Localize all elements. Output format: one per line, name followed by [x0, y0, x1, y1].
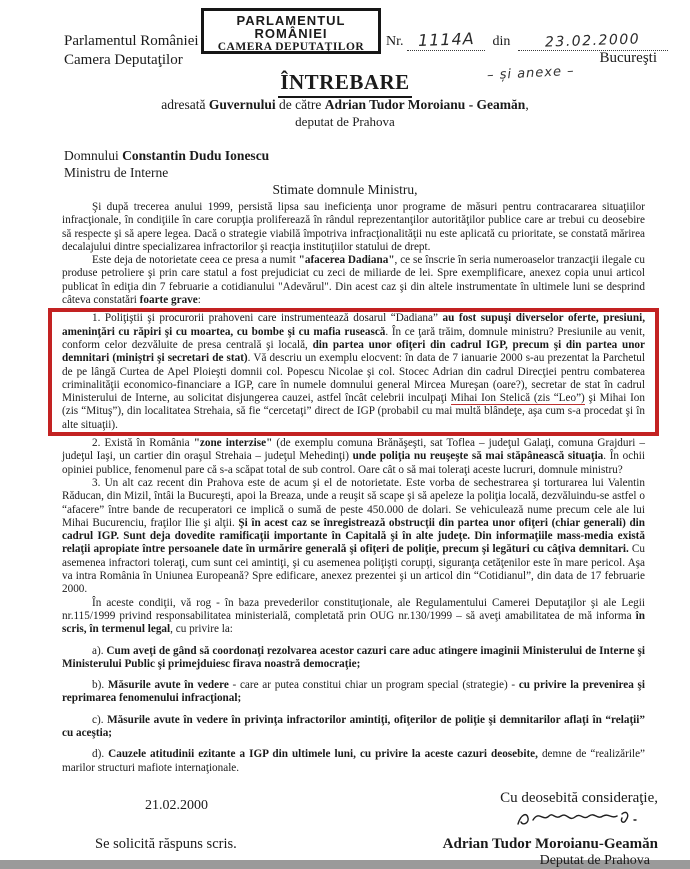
- text-run: . În ce ţară trăim, domnule ministru? Presiunile au venit, conform celor dezvăluite de presa centrală şi locală,: [62, 325, 645, 351]
- written-answer-note: Se solicită răspuns scris.: [95, 836, 237, 852]
- paragraph-point1: [62, 312, 645, 432]
- paragraph-point2: [62, 437, 645, 477]
- paragraph-legal-basis: [62, 597, 645, 637]
- issuer-block: [64, 32, 199, 70]
- addressed-line2: deputat de Prahova: [295, 114, 395, 129]
- issuer-line1: Parlamentul României: [64, 33, 199, 49]
- handwritten-annotation: – și anexe –: [486, 63, 576, 84]
- question-c: [62, 714, 645, 741]
- text-run: (de exemplu comuna Brănăşeşti, sat Toflea – judeţul Galaţi, comuna Grajduri – judeţul Iaşi, un cartier din oraşul Strehaia – judeţul Mehedinţi): [62, 437, 645, 463]
- paragraph-dadiana: [62, 254, 645, 307]
- reg-date-handwritten: 23.02.2000: [545, 31, 641, 51]
- text-run: . Vă descriu un exemplu elocvent: în data de 7 ianuarie 2000 s-au prezentat la Parchetul de pe lângă Curtea de Apel Ploieşti domnii col. Popescu Nicolae şi col. Stocec Adrian din cadrul Direcţiei pentru combaterea criminalităţii economico-financiare a IGP, care în numele domnului general Mircea Mureşan (oare?), secretar de stat în cadrul Ministerului de Interne, au solicitat disjungerea cauzei, astfel încât celebrii inculpaţi: [62, 352, 646, 405]
- text-run: Cum aveţi de gând să coordonaţi rezolvarea acestor cazuri care aduc atingere imaginii Ministerului de Interne şi Ministerului Public şi primejduiesc firava noastră democraţie;: [62, 644, 645, 670]
- paragraph-intro: [62, 201, 645, 254]
- text-run: Cu asemenea infractori toleraţi, cum sunt cei amintiţi, şi cu asemenea poliţişti corupţi, siguranţa cetăţenilor este în mare pericol. Aşa va intra România în Uniunea Europeană? Spre edificare, anexez prezentei şi un articol din “Cotidianul”, din data de 17 februarie 2000.: [62, 543, 645, 596]
- text-run: Cauzele atitudinii ezitante a IGP din ultimele luni, cu privire la aceste cazuri deosebite,: [108, 748, 538, 761]
- stamp-line1: PARLAMENTUL: [236, 13, 346, 28]
- text-run: Constantin Dudu Ionescu: [122, 148, 270, 163]
- deputy-name: Adrian Tudor Moroianu-Geamăn: [442, 836, 658, 852]
- text-run: :: [197, 294, 201, 307]
- question-b: [62, 679, 645, 706]
- text-run: 1. Poliţiştii şi procurorii prahoveni care instrumentează dosarul “Dadiana”: [92, 312, 443, 325]
- addressed-line: [0, 97, 690, 113]
- reg-din-label: din: [492, 34, 511, 49]
- text-run: a).: [92, 644, 107, 657]
- stamp-line2: ROMÂNIEI: [254, 26, 328, 41]
- signature-block: [443, 790, 658, 869]
- text-run: în scris, în termenul legal: [62, 609, 645, 636]
- text-run: În aceste condiţii, vă rog - în baza prevederilor constituţionale, ale Regulamentului Camerei Deputaţilor şi ale Legii nr.115/1999 privind responsabilitatea ministerială, completată prin OUG nr.130/1999 – să aveţi amabilitatea de mă informa: [62, 596, 645, 622]
- reg-nr-field: [407, 30, 485, 51]
- addressee-role-line: Ministru de Interne: [64, 165, 169, 180]
- text-run: Măsurile avute în vedere: [107, 679, 229, 692]
- text-run: - care ar putea constitui chiar un program special (strategie) -: [228, 679, 519, 692]
- text-run: Măsurile avute în vedere în privinţa infractorilor amintiţi, ofiţerilor de poliţie şi demnitarilor aflaţi în “relaţii” cu aceştia;: [62, 713, 645, 739]
- text-run: b).: [92, 679, 108, 692]
- text-run: demne de “realizările” marilor structuri mafiote internaţionale.: [62, 748, 645, 774]
- text-run: de către: [275, 97, 325, 112]
- letter-body: [62, 201, 645, 775]
- registry-stamp: [201, 8, 381, 54]
- text-run: şi Mihai Ion (zis “Mituş”), din localitatea Strehaia, să fie “cercetaţi” direct de IGP (probabil cu mai multă blândeţe, aşa cum s-a procedat şi în alte situaţii).: [62, 392, 645, 431]
- letter-date: 21.02.2000: [145, 798, 208, 813]
- issuer-line2: Camera Deputaţilor: [64, 52, 183, 68]
- title-wrap: [0, 70, 690, 98]
- addressee-name-line: [64, 147, 269, 164]
- text-run: din partea unor ofiţeri din cadrul IGP, precum şi din partea unor demnitari (miniştri şi secretari de stat): [62, 338, 645, 365]
- question-a: [62, 645, 645, 672]
- text-run: adresată: [161, 97, 209, 112]
- text-run: , cu privire la:: [170, 623, 233, 636]
- salutation: Stimate domnule Ministru,: [272, 182, 418, 197]
- text-run: foarte grave: [139, 294, 198, 307]
- text-run: Şi în acest caz se înregistrează obstrucţii din partea unor ofiţeri (chiar generali) din cadrul IGP. Sunt deja dovedite ramificaţii importante în Capitală şi în alte judeţe. Din informaţiile mass-media există relaţii apropiate între persoanele date în urmărire generală şi ofiţeri de poliţie, precum şi legături cu câţiva demnitari.: [62, 516, 645, 556]
- text-run: Domnului: [64, 148, 123, 163]
- text-run: ,: [525, 97, 529, 112]
- highlighted-red-box: [48, 308, 659, 436]
- text-run: 2. Există în România: [92, 437, 194, 450]
- text-run: au fost supuşi diverselor oferte, presiuni, ameninţări cu răpiri şi cu moartea, cu bombe şi cu mafia rusească: [62, 312, 645, 338]
- text-run: Mihai Ion Stelică (zis “Leo”): [450, 392, 585, 405]
- text-run: "zone interzise": [193, 437, 273, 450]
- paragraph-point3: [62, 477, 645, 597]
- text-run: c).: [92, 713, 108, 726]
- text-run: Şi după trecerea anului 1999, persistă lipsa sau ineficienţa unor programe de măsuri pentru contracararea situaţiilor infracţionale, în condiţiile în care corupţia proliferează în rândul reprezentanţilor autorităţilor publice care ar trebui cu deosebire să respecte şi să apere legea. Dacă o strategie viabilă împotriva infracţionalităţii nu este aplicată cu prioritate, se constată mărirea decalajului dintre specializarea infractorilor şi reacţia instituţiilor statului de drept.: [62, 201, 645, 253]
- text-run: . În ochii opiniei publice, fenomenul pare că s-a scăpat total de sub control. Oare cât o să mai toleraţi aceste lucruri, domnule ministru?: [62, 450, 645, 476]
- text-run: "afacerea Dadiana": [298, 254, 395, 267]
- deputy-role: Deputat de Prahova: [539, 853, 650, 868]
- text-run: Este deja de notorietate ceea ce presa a numit: [92, 254, 299, 267]
- text-run: cu privire la prevenirea şi reprimarea fenomenului infracţional;: [62, 679, 645, 705]
- closing-phrase: Cu deosebită consideraţie,: [500, 790, 658, 806]
- page-title: ÎNTREBARE: [278, 70, 411, 98]
- question-d: [62, 748, 645, 775]
- signature-icon: [443, 807, 644, 836]
- text-run: , ce se înscrie în seria numeroaselor tranzacţii ilegale cu produse petroliere şi prin care statul a fost prejudiciat cu zeci de miliarde de lei. Spre exemplificare, anexez copia unui articol publicat în ediţia din 7 februarie a cotidianului "Adevărul". Din acest caz şi din altele instrumentate în ultimele luni se desprind câteva constatări: [62, 254, 645, 307]
- text-run: 3. Un alt caz recent din Prahova este de acum şi el de notorietate. Este vorba de sechestrarea şi torturarea lui Valentin Răducan, din Mizil, întâi la Bucureşti, apoi la Breaza, unde a reuşit să scape şi să apeleze la poliţia locală, dezvăluindu-se astfel o “afacere” între bande de recuperatori ce implică o sumă de peste 450.000 de dolari. Se vehiculează nume precum cele ale lui Mihai Bucurenciu, fraţilor Ilie şi alţii.: [62, 476, 645, 529]
- text-run: Adrian Tudor Moroianu - Geamăn: [324, 97, 526, 112]
- reg-nr-label: Nr.: [386, 34, 404, 49]
- stamp-line3: CAMERA DEPUTAŢILOR: [217, 41, 365, 53]
- addressee-block: [64, 147, 269, 181]
- text-run: d).: [92, 748, 109, 761]
- text-run: Guvernului: [208, 97, 276, 112]
- registration-line: [386, 30, 668, 51]
- reg-date-field: [518, 33, 668, 51]
- reg-nr-handwritten: 1114A: [417, 29, 475, 50]
- city-label: Bucureşti: [599, 50, 657, 66]
- text-run: unde poliţia nu reuşeşte să mai stăpânească situaţia: [352, 450, 604, 463]
